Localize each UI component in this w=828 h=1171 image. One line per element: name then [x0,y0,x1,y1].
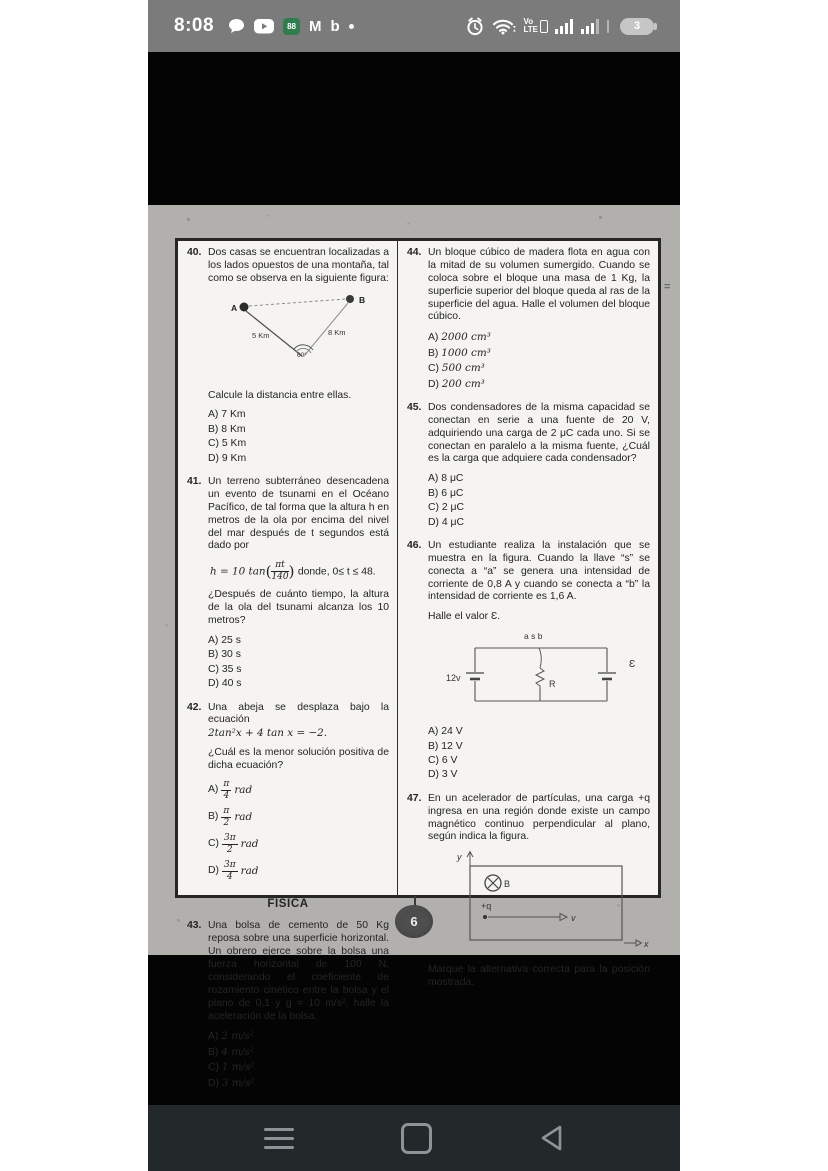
option-a: A) 7 Km [208,409,246,421]
q42-equation: 2tan²x + 4 tan x = −2. [208,727,328,740]
status-divider [607,20,609,33]
option-d: D) 3 m/s² [208,1076,255,1089]
letterbox-top [148,52,680,205]
switch-label: a s b [523,631,542,642]
angle-label: 60° [296,351,307,359]
bing-notification-icon: b [330,17,340,35]
page-number-badge: 6 [395,905,433,938]
notification-icons [228,18,465,35]
volte-phone-icon [540,20,548,33]
alarm-clock-icon [465,17,485,36]
options-list [428,473,650,529]
exam-column-left [178,241,397,1089]
options-list [208,780,389,882]
more-notifications-dot-icon [349,24,354,29]
question-44 [407,247,650,393]
wifi-icon [492,17,516,35]
question-text: Una bolsa de cemento de 50 Kg reposa sobre una superficie horizontal. Un obrero ejerce sobre la bolsa una fuerza horizontal de 100 N, considerando el coeficiente de rozamiento cinético entre la bolsa y el plano de 0,1 y g = 10 m/s², halle la aceleración de la bolsa. [208,920,389,1022]
question-number: 47. [407,792,422,804]
option-d: D) 4 μC [428,516,465,528]
system-status-icons [465,17,654,36]
question-number: 41. [187,476,202,488]
option-c: C) 1 m/s² [208,1061,255,1074]
status-bar [148,0,680,52]
option-d: D) 200 cm³ [428,377,485,390]
exam-page [175,238,661,1089]
question-number: 46. [407,539,422,551]
point-b-label: B [358,294,365,305]
scan-noise [148,205,149,206]
option-c: C) 35 s [208,663,242,675]
q41-formula: h = 10 tan( $\frac{\pi t}{140}$ ) donde, 0≤ t ≤ 48. [210,560,376,583]
options-list [428,331,650,391]
question-46 [407,540,650,784]
clock-text: 8:08 [174,15,215,36]
field-label: B [504,879,511,890]
option-b: B) 1000 cm³ [428,346,491,359]
option-a: A) 2 m/s² [208,1030,255,1043]
back-icon [538,1124,564,1152]
y-axis-label: y [457,852,462,863]
option-a: A) 8 μC [428,473,464,485]
option-b: B) 4 m/s² [208,1045,255,1058]
question-text: Dos condensadores de la misma capacidad se conectan en serie a una fuente de 20 V, adquiriendo una carga de 2 μC cada uno. Si se conectan en paralelo a la misma fuente, ¿Cuál es la carga que adquiere cada condensador? [428,401,650,465]
exam-column-right [397,241,658,989]
point-a-label: A [230,302,237,313]
question-number: 45. [407,401,422,413]
options-list [428,726,650,782]
battery-indicator: 3 [620,18,654,35]
question-prompt: Halle el valor Ɛ. [428,611,501,623]
document-photo-viewport[interactable] [148,205,680,1089]
option-c: C) 6 V [428,754,458,766]
gmail-notification-icon: M [309,17,322,35]
question-42 [187,702,389,888]
option-d: D) 9 Km [208,452,247,464]
option-d: D) $\frac{3\pi}{4}$ rad [208,860,259,883]
back-button[interactable] [532,1118,570,1158]
option-b: B) $\frac{\pi}{2}$ rad [208,806,253,829]
section-header-fisica: FÍSICA [267,898,309,911]
question-text: Dos casas se encuentran localizadas a los lados opuestos de una montaña, tal como se observa en la siguiente figura: [208,247,389,284]
question-47 [407,793,650,990]
question-43 [187,920,389,1092]
volte-line1: Vo [523,17,534,26]
signal-bars-sim1-icon [555,18,574,34]
option-d: D) 3 V [428,769,458,781]
question-text: Un estudiante realiza la instalación que se muestra en la figura. Cuando la llave “s” se conecta a “a” se genera una intensidad de corriente de 0,8 A y cuando se conecta a “b” la intensidad de corriente es 1,6 A. [428,539,650,603]
option-b: B) 6 μC [428,487,464,499]
question-number: 42. [187,701,202,713]
resistor-label: R [548,679,555,690]
question-prompt: ¿Cuál es la menor solución positiva de dicha ecuación? [208,747,389,772]
x-axis-label: x [644,939,649,950]
options-list [208,409,389,465]
velocity-label: v [571,913,576,924]
options-list [208,635,389,691]
home-icon [401,1123,432,1154]
question-40 [187,247,389,467]
option-a: A) 25 s [208,635,241,647]
question-number: 44. [407,247,422,258]
charge-label: +q [481,901,492,912]
question-45 [407,402,650,531]
option-c: C) $\frac{3\pi}{2}$ rad [208,833,259,856]
option-a: A) 2000 cm³ [428,331,491,344]
option-c: C) 5 Km [208,438,247,450]
option-b: B) 8 Km [208,423,246,435]
option-b: B) 12 V [428,740,463,752]
menu-icon [264,1128,294,1131]
options-list [208,1030,389,1090]
emf-label: Ɛ [628,658,635,671]
chat-notification-icon [228,18,245,34]
q47-field-figure [432,848,650,957]
option-d: D) 40 s [208,678,242,690]
question-text: Un bloque cúbico de madera flota en agua con la mitad de su volumen sumergido. Cuando se coloca sobre el bloque una masa de 1 Kg, la superficie superior del bloque queda al ras de la superficie del agua. Halle el volumen del bloque cúbico. [428,247,650,323]
volte-line2: LTE [523,25,538,34]
question-text: En un acelerador de partículas, una carga +q ingresa en una región donde existe un campo magnético continuo perpendicular al plano, según indica la figura. [428,792,650,843]
volte-indicator [523,18,548,34]
question-prompt: Marque la alternativa correcta para la posición mostrada. [428,964,650,989]
question-text: Una abeja se desplaza bajo la ecuación [208,701,389,726]
question-number: 40. [187,247,202,258]
option-c: C) 500 cm³ [428,362,485,375]
app-88-notification-icon: 88 [283,18,300,35]
question-number: 43. [187,920,202,932]
question-41 [187,476,389,693]
phone-screen [148,0,680,1171]
signal-bars-sim2-icon [581,18,600,34]
source-label: 12v [445,673,461,684]
question-prompt: ¿Después de cuánto tiempo, la altura de la ola del tsunami alcanza los 10 metros? [208,589,389,627]
side-left-label: 5 Km [251,330,270,340]
option-b: B) 30 s [208,649,241,661]
option-c: C) 2 μC [428,502,465,514]
side-right-label: 8 Km [327,327,346,337]
home-button[interactable] [395,1117,438,1160]
android-navigation-bar [148,1105,680,1171]
youtube-notification-icon [254,19,274,34]
scan-margin-mark: = [664,281,671,293]
q46-circuit-figure [428,628,650,719]
question-text: Un terreno subterráneo desencadena un evento de tsunami en el Océano Pacífico, de tal forma que la altura h en metros de la ola por encima del nivel del mar después de t segundos está dado por [208,476,389,552]
option-a: A) $\frac{\pi}{4}$ rad [208,779,253,802]
q40-figure [208,290,389,383]
question-prompt: Calcule la distancia entre ellas. [208,389,352,401]
option-a: A) 24 V [428,726,463,738]
recents-menu-button[interactable] [258,1122,300,1155]
